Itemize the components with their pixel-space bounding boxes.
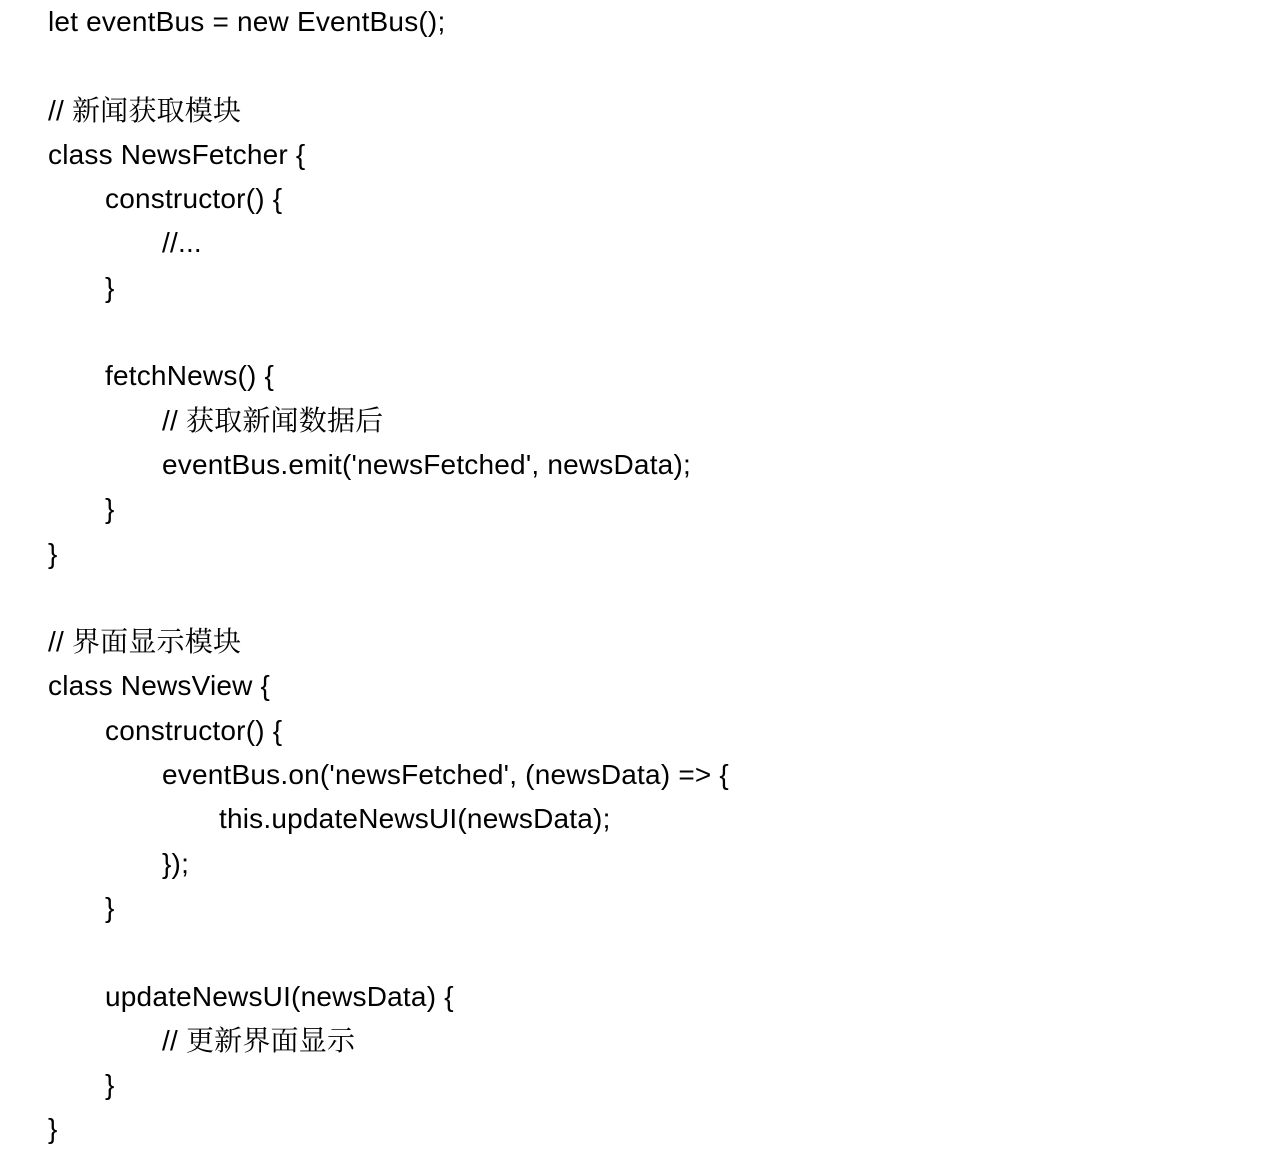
code-line: } [105, 493, 115, 525]
code-line: //... [162, 227, 202, 259]
code-line: } [105, 891, 115, 923]
code-line: updateNewsUI(newsData) { [105, 980, 454, 1012]
code-line: } [105, 1069, 115, 1101]
code-line: class NewsFetcher { [48, 138, 306, 170]
blank-line [48, 44, 1278, 88]
code-line: constructor() { [105, 183, 283, 215]
code-line: fetchNews() { [105, 360, 275, 392]
code-line: } [48, 1113, 58, 1145]
blank-line [48, 310, 1278, 354]
code-line: } [48, 537, 58, 569]
code-line: constructor() { [105, 714, 283, 746]
code-line: eventBus.emit('newsFetched', newsData); [162, 448, 691, 480]
code-line: eventBus.on('newsFetched', (newsData) => { [162, 759, 729, 791]
code-line: }); [162, 847, 190, 879]
code-line: // 更新界面显示 [162, 1024, 356, 1056]
code-line: // 新闻获取模块 [48, 94, 242, 126]
code-line: this.updateNewsUI(newsData); [219, 803, 611, 835]
blank-line [48, 930, 1278, 974]
code-line: class NewsView { [48, 670, 271, 702]
code-line: } [105, 271, 115, 303]
code-line: let eventBus = new EventBus(); [48, 6, 446, 37]
blank-line [48, 576, 1278, 620]
code-line: // 界面显示模块 [48, 626, 242, 658]
code-line: // 获取新闻数据后 [162, 404, 384, 436]
